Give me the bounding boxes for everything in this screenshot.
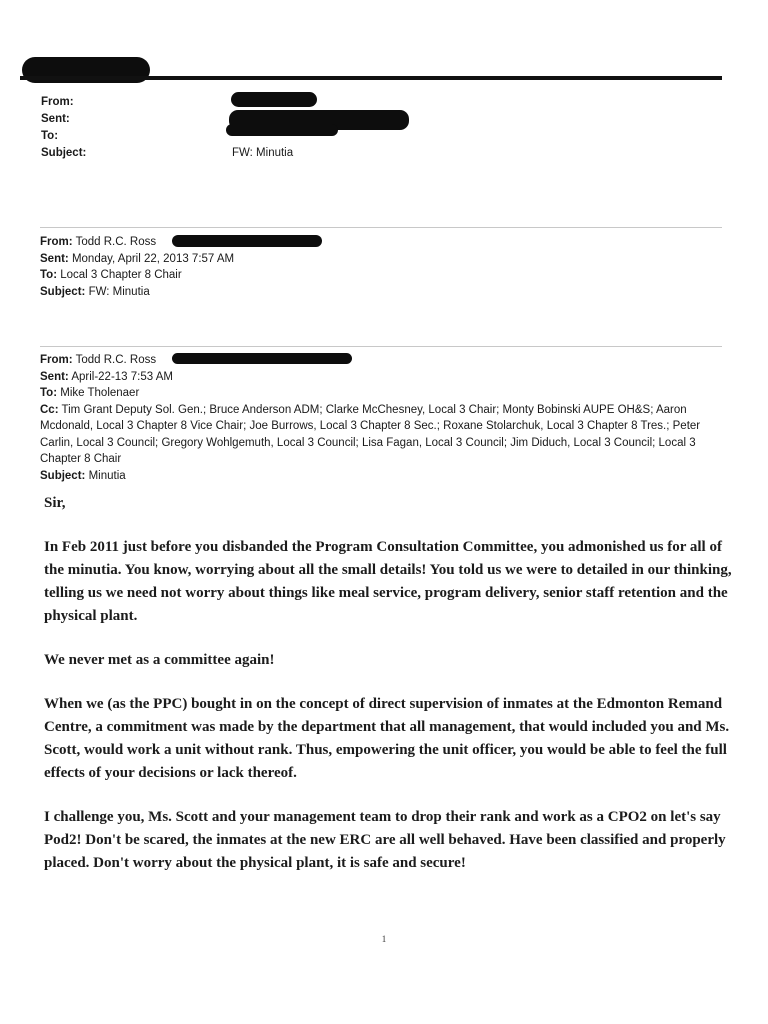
subject-value: Minutia (88, 469, 126, 482)
page-number: 1 (381, 934, 387, 944)
redacted-email-address (172, 353, 352, 364)
from-label: From: (41, 96, 74, 108)
outer-email-header (41, 94, 721, 166)
sent-value: Monday, April 22, 2013 7:57 AM (71, 252, 235, 265)
redacted-from-value (231, 92, 317, 107)
subject-label: Subject: (40, 285, 86, 298)
to-value: Local 3 Chapter 8 Chair (60, 269, 182, 281)
redacted-to-value (226, 124, 338, 136)
to-label: To: (41, 130, 59, 142)
sent-label: Sent: (40, 252, 69, 265)
cc-value: Tim Grant Deputy Sol. Gen.; Bruce Anderson ADM; Clarke McChesney, Local 3 Chair; Monty Bobinski AUPE OH&S; Aaron Mcdonald, Local 3 Chapter 8 Vice Chair; Joe Burrows, Local 3 Chapter 8 Sec.; Roxane Stolarchuk, Local 3 Chapter 8 Tres.; Peter Carlin, Local 3 Council; Gregory Wohlgemuth, Local 3 Council; Lisa Fagan, Local 3 Council; Jim Diduch, Local 3 Council; Local 3 Chapter 8 Chair (40, 403, 701, 465)
from-label: From: (40, 354, 73, 366)
sent-value: April-22-13 7:53 AM (71, 370, 173, 383)
salutation: Sir, (44, 495, 66, 511)
sent-label: Sent: (40, 370, 69, 383)
to-label: To: (40, 269, 58, 281)
paragraph: When we (as the PPC) bought in on the concept of direct supervision of inmates at the Edmonton Remand Centre, a commitment was made by the department that all management, that would included you and Ms. Scott, would work a unit without rank. Thus, empowering the unit officer, you would be able to feel the full effects of your decisions or lack thereof. (44, 696, 730, 781)
subject-label: Subject: (41, 147, 87, 159)
subject-value: FW: Minutia (232, 147, 294, 159)
to-label: To: (40, 387, 58, 399)
separator (40, 227, 722, 228)
to-value: Mike Tholenaer (60, 387, 140, 399)
paragraph: We never met as a committee again! (44, 652, 275, 668)
header-rule (20, 76, 722, 80)
sent-label: Sent: (41, 113, 70, 125)
from-value: Todd R.C. Ross (75, 236, 157, 248)
forwarded-header-2 (40, 352, 730, 484)
subject-value: FW: Minutia (88, 285, 150, 298)
cc-label: Cc: (40, 403, 59, 416)
subject-label: Subject: (40, 469, 86, 482)
forwarded-header-1 (40, 234, 730, 300)
separator (40, 346, 722, 347)
letter-body (44, 492, 734, 875)
from-label: From: (40, 236, 73, 248)
paragraph: In Feb 2011 just before you disbanded the Program Consultation Committee, you admonished us for all of the minutia. You know, worrying about all the small details! You told us we were to detailed in our thinking, telling us we need not worry about things like meal service, program delivery, senior staff retention and the physical plant. (44, 539, 732, 624)
redacted-email-address (172, 235, 322, 247)
from-value: Todd R.C. Ross (75, 354, 157, 366)
paragraph: I challenge you, Ms. Scott and your management team to drop their rank and work as a CPO2 on let's say Pod2! Don't be scared, the inmates at the new ERC are all well behaved. Have been classified and properly placed. Don't worry about the physical plant, it is safe and secure! (44, 809, 726, 871)
